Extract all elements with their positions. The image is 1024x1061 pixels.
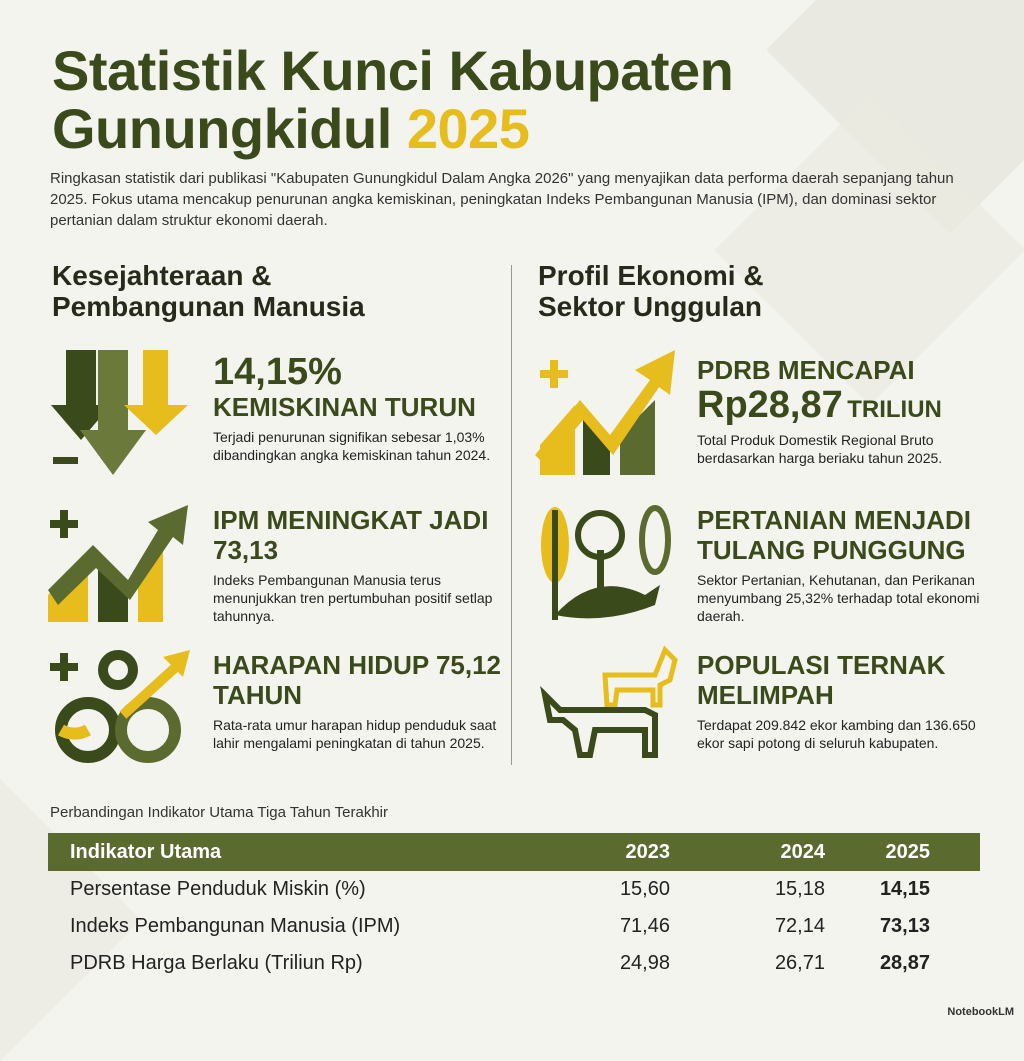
- cell: Indeks Pembangunan Manusia (IPM): [70, 915, 401, 937]
- right-section-heading: Profil Ekonomi & Sektor Unggulan: [538, 260, 764, 322]
- poverty-stat: [213, 352, 503, 464]
- table-row: [48, 908, 980, 945]
- livestock-title: POPULASI TERNAK MELIMPAH: [697, 650, 946, 710]
- title-line-1: Statistik Kunci Kabupaten: [52, 39, 734, 102]
- growth-chart-icon: [48, 500, 193, 625]
- divider: [511, 265, 512, 765]
- agriculture-icon: [535, 500, 680, 625]
- header-2024: 2024: [780, 840, 825, 863]
- agriculture-desc: Sektor Pertanian, Kehutanan, dan Perikanan menyumbang 25,32% terhadap total ekonomi daerah.: [697, 572, 980, 624]
- life-expectancy-icon: [48, 645, 193, 765]
- cell: 15,60: [619, 878, 670, 900]
- cell: 14,15: [879, 878, 930, 900]
- table-caption: Perbandingan Indikator Utama Tiga Tahun Terakhir: [50, 804, 388, 821]
- cell: 71,46: [619, 915, 670, 937]
- cell: 72,14: [774, 915, 825, 937]
- poverty-title: KEMISKINAN TURUN: [213, 392, 476, 422]
- cell: Persentase Penduduk Miskin (%): [70, 878, 366, 900]
- header-2025: 2025: [885, 840, 930, 863]
- livestock-stat: [697, 650, 987, 752]
- cell: 28,87: [879, 952, 930, 974]
- ipm-title: IPM MENINGKAT JADI 73,13: [213, 505, 489, 565]
- life-expectancy-desc: Rata-rata umur harapan hidup penduduk saat lahir mengalami peningkatan di tahun 2025.: [213, 717, 497, 751]
- livestock-desc: Terdapat 209.842 ekor kambing dan 136.650 ekor sapi potong di seluruh kabupaten.: [697, 717, 976, 751]
- economy-growth-icon: [535, 345, 680, 480]
- header-indicator: Indikator Utama: [70, 840, 222, 863]
- pdrb-stat: [697, 355, 987, 467]
- page-title: [52, 39, 734, 160]
- cell: 24,98: [619, 952, 670, 974]
- arrows-down-icon: [48, 345, 193, 475]
- cell: PDRB Harga Berlaku (Triliun Rp): [70, 952, 363, 974]
- cell: 15,18: [774, 878, 825, 900]
- pdrb-unit: TRILIUN: [847, 396, 942, 423]
- agriculture-stat: [697, 505, 987, 625]
- title-year: 2025: [406, 97, 530, 160]
- agriculture-title: PERTANIAN MENJADI TULANG PUNGGUNG: [697, 505, 971, 565]
- table-row: [48, 871, 980, 908]
- title-line-2: Gunungkidul: [52, 97, 392, 160]
- livestock-icon: [535, 640, 680, 765]
- ipm-stat: [213, 505, 503, 625]
- poverty-desc: Terjadi penurunan signifikan sebesar 1,03% dibandingkan angka kemiskinan tahun 2024.: [213, 429, 491, 463]
- left-section-heading: Kesejahteraan & Pembangunan Manusia: [52, 260, 365, 322]
- pdrb-value: Rp28,87: [697, 384, 843, 426]
- life-expectancy-stat: [213, 650, 503, 752]
- poverty-value: 14,15%: [213, 351, 342, 393]
- cell: 73,13: [879, 915, 930, 937]
- table-row: [48, 945, 980, 982]
- ipm-desc: Indeks Pembangunan Manusia terus menunjukkan tren pertumbuhan positif setlap tahunnya.: [213, 572, 493, 624]
- comparison-table: [48, 833, 980, 982]
- life-expectancy-title: HARAPAN HIDUP 75,12 TAHUN: [213, 650, 502, 710]
- intro-text: Ringkasan statistik dari publikasi "Kabupaten Gunungkidul Dalam Angka 2026" yang menyajikan data performa daerah sepanjang tahun 2025. Fokus utama mencakup penurunan angka kemiskinan, peningkatan Indeks Pembangunan Manusia (IPM), dan dominasi sektor pertanian dalam struktur ekonomi daerah.: [50, 170, 954, 229]
- header-2023: 2023: [625, 840, 670, 863]
- cell: 26,71: [774, 952, 825, 974]
- pdrb-title: PDRB MENCAPAI: [697, 355, 915, 385]
- notebooklm-logo: NotebookLM: [947, 1006, 1014, 1018]
- table-header: [48, 833, 980, 871]
- pdrb-desc: Total Produk Domestik Regional Bruto berdasarkan harga beriaku tahun 2025.: [697, 432, 943, 466]
